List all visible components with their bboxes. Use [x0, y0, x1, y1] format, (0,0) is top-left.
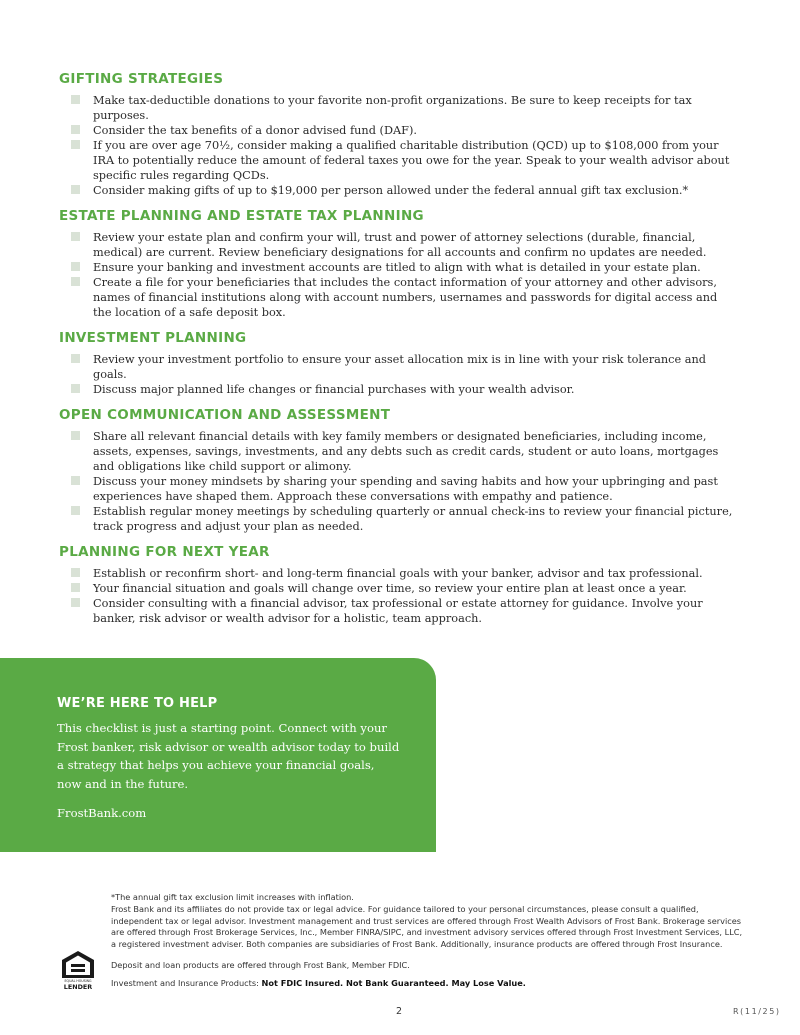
checkbox-icon [71, 262, 80, 271]
footnote-investment [111, 978, 749, 990]
checklist-item [59, 566, 739, 581]
footnote-legal: Frost Bank and its affiliates do not provide tax or legal advice. For guidance tailored to your personal circumstances, please consult a qualified, independent tax or legal advisor. Investment management and trust services are offered through Frost Wealth Advisors of Frost Bank. Brokerage services are offered through Frost Brokerage Services, Inc., Member FINRA/SIPC, and investment advisory services offered through Frost Investment Services, LLC, a registered investment adviser. Both companies are subsidiaries of Frost Bank. Additionally, insurance products are offered through Frost Insurance. [111, 903, 743, 950]
logo-line-2: LENDER [63, 983, 93, 990]
checkbox-icon [71, 232, 80, 241]
checklist-item [59, 123, 739, 138]
checklist-item-text: Make tax-deductible donations to your favorite non-profit organizations. Be sure to keep receipts for tax purposes. [93, 94, 692, 122]
checklist [59, 352, 739, 397]
checklist-item-text: Share all relevant financial details with key family members or designated beneficiaries, including income, assets, expenses, savings, investments, and any debts such as credit cards, student or auto loans, mortgages and obligations like child support or alimony. [93, 430, 719, 473]
checkbox-icon [71, 598, 80, 607]
checklist-item [59, 352, 739, 382]
footnote-investment-warning: Not FDIC Insured. Not Bank Guaranteed. May Lose Value. [261, 978, 526, 988]
checklist-item-text: Discuss major planned life changes or financial purchases with your wealth advisor. [93, 383, 575, 396]
section-title: ESTATE PLANNING AND ESTATE TAX PLANNING [59, 208, 424, 224]
checklist-item [59, 183, 739, 198]
checklist-item-text: Your financial situation and goals will change over time, so review your entire plan at least once a year. [93, 582, 687, 595]
help-panel [0, 658, 436, 852]
footnote-deposit: Deposit and loan products are offered through Frost Bank, Member FDIC. [111, 960, 410, 970]
section-open-communication [59, 406, 739, 534]
section-title: GIFTING STRATEGIES [59, 71, 224, 87]
section-planning-next-year [59, 543, 739, 626]
checklist-item [59, 382, 739, 397]
footnote-investment-prefix: Investment and Insurance Products: [111, 978, 262, 988]
checkbox-icon [71, 125, 80, 134]
checklist-item-text: If you are over age 70½, consider making a qualified charitable distribution (QCD) up to $108,000 from your IRA to potentially reduce the amount of federal taxes you owe for the year. Speak to your wealth advisor about specific rules regarding QCDs. [93, 139, 730, 182]
section-gifting-strategies [59, 70, 739, 198]
checklist-item-text: Create a file for your beneficiaries that includes the contact information of your attorney and other advisors, names of financial institutions along with account numbers, usernames and passwords for digital access and the location of a safe deposit box. [93, 276, 718, 319]
checkbox-icon [71, 277, 80, 286]
checklist [59, 93, 739, 198]
logo-line-1: EQUAL HOUSING [64, 979, 92, 983]
checklist-item [59, 504, 739, 534]
house-icon [60, 950, 96, 990]
checklist-item-text: Consider the tax benefits of a donor advised fund (DAF). [93, 124, 417, 137]
section-estate-planning [59, 207, 739, 320]
checklist-item [59, 230, 739, 260]
section-title: INVESTMENT PLANNING [59, 330, 247, 346]
checklist-content [59, 70, 739, 635]
checkbox-icon [71, 583, 80, 592]
section-title: PLANNING FOR NEXT YEAR [59, 544, 270, 560]
checklist [59, 429, 739, 534]
checklist [59, 566, 739, 626]
checklist-item [59, 474, 739, 504]
checklist-item [59, 93, 739, 123]
checkbox-icon [71, 95, 80, 104]
checklist-item [59, 429, 739, 474]
checkbox-icon [71, 568, 80, 577]
help-body: This checklist is just a starting point. Connect with your Frost banker, risk advisor or wealth advisor today to build a strategy that helps you achieve your financial goals, now and in the future. [57, 721, 400, 791]
checklist-item-text: Consider making gifts of up to $19,000 per person allowed under the federal annual gift tax exclusion.* [93, 184, 689, 197]
checklist-item [59, 581, 739, 596]
equal-housing-lender-logo [60, 950, 96, 990]
revision-code: R(11/25) [733, 1007, 781, 1016]
checklist-item-text: Consider consulting with a financial advisor, tax professional or estate attorney for guidance. Involve your banker, risk advisor or wealth advisor for a holistic, team approach. [93, 597, 703, 625]
checklist-item-text: Discuss your money mindsets by sharing your spending and saving habits and how your upbringing and past experiences have shaped them. Approach these conversations with empathy and patience. [93, 475, 718, 503]
checklist [59, 230, 739, 320]
checklist-item [59, 275, 739, 320]
website-link[interactable]: FrostBank.com [57, 806, 147, 820]
section-title: OPEN COMMUNICATION AND ASSESSMENT [59, 407, 391, 423]
checkbox-icon [71, 185, 80, 194]
checklist-item [59, 596, 739, 626]
checkbox-icon [71, 506, 80, 515]
checklist-item-text: Establish or reconfirm short- and long-term financial goals with your banker, advisor and tax professional. [93, 567, 703, 580]
checklist-item-text: Establish regular money meetings by scheduling quarterly or annual check-ins to review your financial picture, track progress and adjust your plan as needed. [93, 505, 733, 533]
checklist-item [59, 260, 739, 275]
checkbox-icon [71, 476, 80, 485]
help-title: WE’RE HERE TO HELP [57, 696, 218, 711]
checkbox-icon [71, 384, 80, 393]
checkbox-icon [71, 354, 80, 363]
checkbox-icon [71, 431, 80, 440]
checklist-item-text: Review your investment portfolio to ensure your asset allocation mix is in line with your risk tolerance and goals. [93, 353, 706, 381]
footnote-disclaimer [111, 892, 749, 951]
section-investment-planning [59, 329, 739, 397]
page-number: 2 [396, 1006, 403, 1017]
footnote-gift-tax: *The annual gift tax exclusion limit increases with inflation. [111, 892, 354, 902]
checklist-item-text: Review your estate plan and confirm your will, trust and power of attorney selections (durable, financial, medical) are current. Review beneficiary designations for all accounts and confirm no updates are needed. [93, 231, 707, 259]
checklist-item [59, 138, 739, 183]
checkbox-icon [71, 140, 80, 149]
checklist-item-text: Ensure your banking and investment accounts are titled to align with what is detailed in your estate plan. [93, 261, 701, 274]
